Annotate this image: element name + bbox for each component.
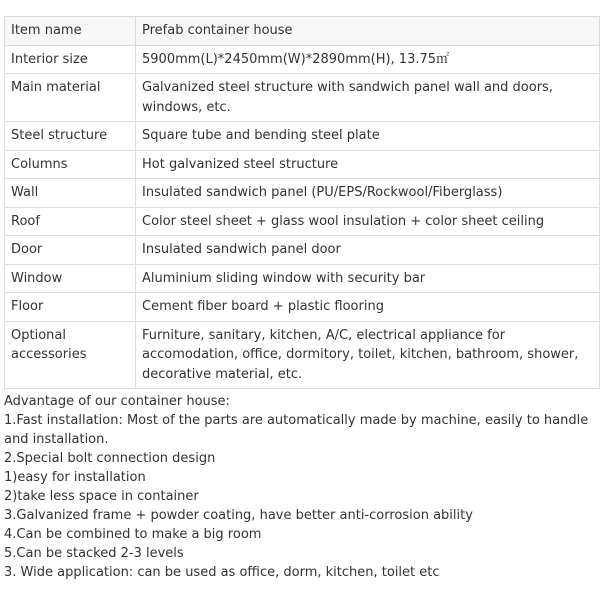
spec-value: Prefab container house [136,17,600,46]
table-row [5,74,600,122]
spec-value: Furniture, sanitary, kitchen, A/C, electrical appliance for accomodation, office, dormitory, toilet, kitchen, bathroom, shower, decorative material, etc. [136,321,600,389]
table-row [5,321,600,389]
table-row [5,207,600,236]
spec-key: Window [5,264,136,293]
spec-key: Wall [5,179,136,208]
spec-value: Galvanized steel structure with sandwich panel wall and doors, windows, etc. [136,74,600,122]
spec-value: Square tube and bending steel plate [136,122,600,151]
table-row [5,45,600,74]
spec-key: Optional accessories [5,321,136,389]
spec-key: Steel structure [5,122,136,151]
table-row [5,150,600,179]
advantage-line: 5.Can be stacked 2-3 levels [4,546,184,561]
advantage-line: 1)easy for installation [4,470,146,485]
table-row [5,236,600,265]
table-row [5,179,600,208]
advantage-line: 2)take less space in container [4,489,199,504]
advantage-line: 2.Special bolt connection design [4,451,216,466]
spec-key: Roof [5,207,136,236]
spec-key: Main material [5,74,136,122]
advantage-line: 4.Can be combined to make a big room [4,527,262,542]
advantages-section [4,392,596,582]
spec-value: Color steel sheet + glass wool insulation + color sheet ceiling [136,207,600,236]
spec-value: Insulated sandwich panel door [136,236,600,265]
advantage-line: 3.Galvanized frame + powder coating, have better anti-corrosion ability [4,508,473,523]
table-row [5,264,600,293]
spec-key: Interior size [5,45,136,74]
spec-key: Columns [5,150,136,179]
advantage-line: 1.Fast installation: Most of the parts are automatically made by machine, easily to handle and installation. [4,413,589,447]
spec-key: Door [5,236,136,265]
spec-value: Aluminium sliding window with security bar [136,264,600,293]
spec-value: Cement fiber board + plastic flooring [136,293,600,322]
spec-value: 5900mm(L)*2450mm(W)*2890mm(H), 13.75㎡ [136,45,600,74]
spec-value: Insulated sandwich panel (PU/EPS/Rockwool/Fiberglass) [136,179,600,208]
spec-key: Item name [5,17,136,46]
spec-value: Hot galvanized steel structure [136,150,600,179]
table-row [5,17,600,46]
table-row [5,293,600,322]
spec-key: Floor [5,293,136,322]
advantage-line: 3. Wide application: can be used as office, dorm, kitchen, toilet etc [4,565,440,580]
spec-table [4,16,600,389]
table-row [5,122,600,151]
advantages-heading: Advantage of our container house: [4,394,230,409]
